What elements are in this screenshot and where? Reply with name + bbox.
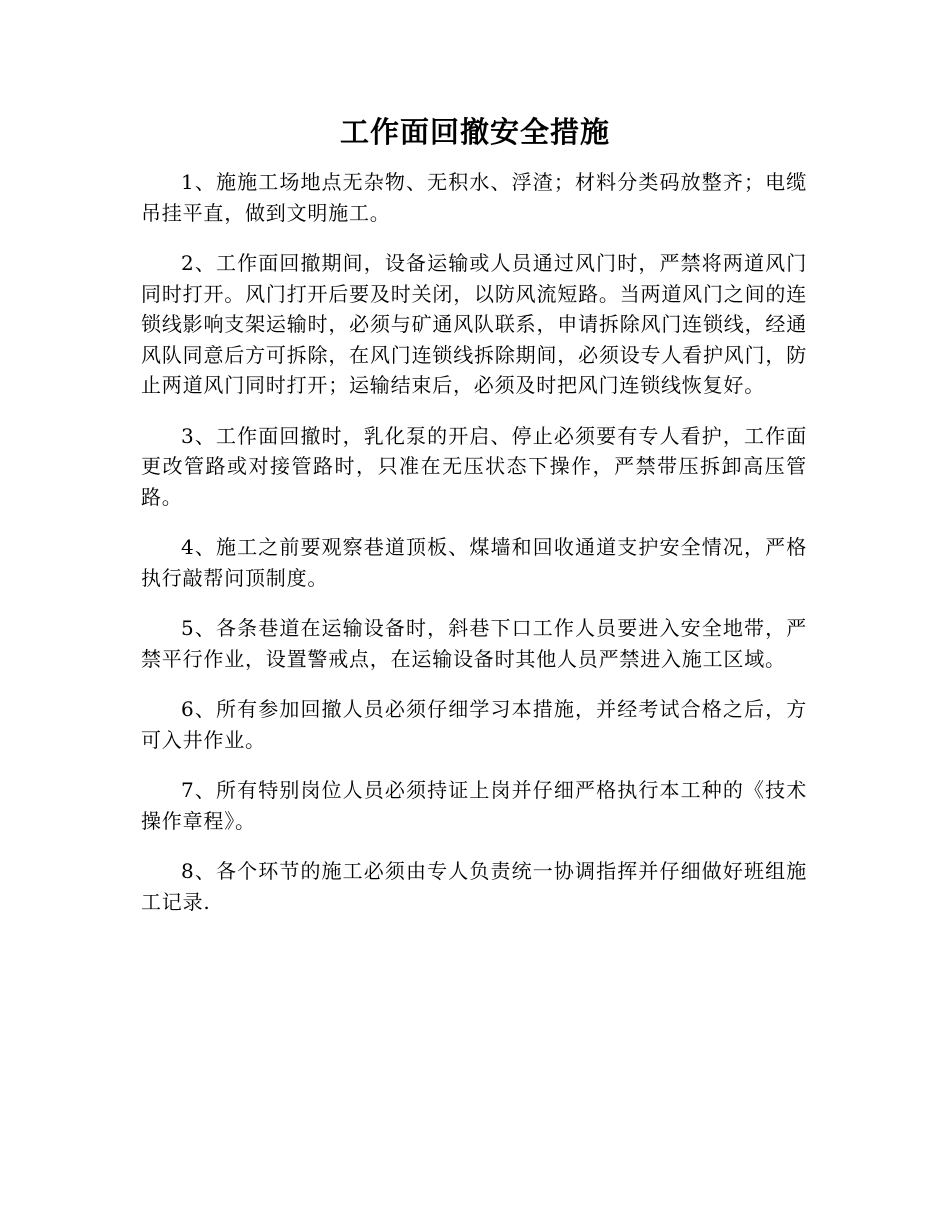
paragraph-7: 7、所有特别岗位人员必须持证上岗并仔细严格执行本工种的《技术操作章程》。 bbox=[141, 778, 807, 833]
document-title: 工作面回撤安全措施 bbox=[339, 115, 610, 149]
paragraph-1: 1、施施工场地点无杂物、无积水、浮渣；材料分类码放整齐；电缆吊挂平直，做到文明施工。 bbox=[141, 170, 807, 225]
paragraph-5: 5、各条巷道在运输设备时，斜巷下口工作人员要进入安全地带，严禁平行作业，设置警戒点，在运输设备时其他人员严禁进入施工区域。 bbox=[141, 616, 807, 671]
paragraph-8: 8、各个环节的施工必须由专人负责统一协调指挥并仔细做好班组施工记录. bbox=[141, 859, 807, 914]
paragraph-2: 2、工作面回撤期间，设备运输或人员通过风门时，严禁将两道风门同时打开。风门打开后要及时关闭，以防风流短路。当两道风门之间的连锁线影响支架运输时，必须与矿通风队联系，申请拆除风门连锁线，经通风队同意后方可拆除，在风门连锁线拆除期间，必须设专人看护风门，防止两道风门同时打开；运输结束后，必须及时把风门连锁线恢复好。 bbox=[141, 251, 807, 397]
document-body bbox=[141, 167, 807, 937]
paragraph-4: 4、施工之前要观察巷道顶板、煤墙和回收通道支护安全情况，严格执行敲帮问顶制度。 bbox=[141, 535, 807, 590]
paragraph-3: 3、工作面回撤时，乳化泵的开启、停止必须要有专人看护，工作面更改管路或对接管路时，只准在无压状态下操作，严禁带压拆卸高压管路。 bbox=[141, 423, 807, 509]
paragraph-6: 6、所有参加回撤人员必须仔细学习本措施，并经考试合格之后，方可入井作业。 bbox=[141, 697, 807, 752]
